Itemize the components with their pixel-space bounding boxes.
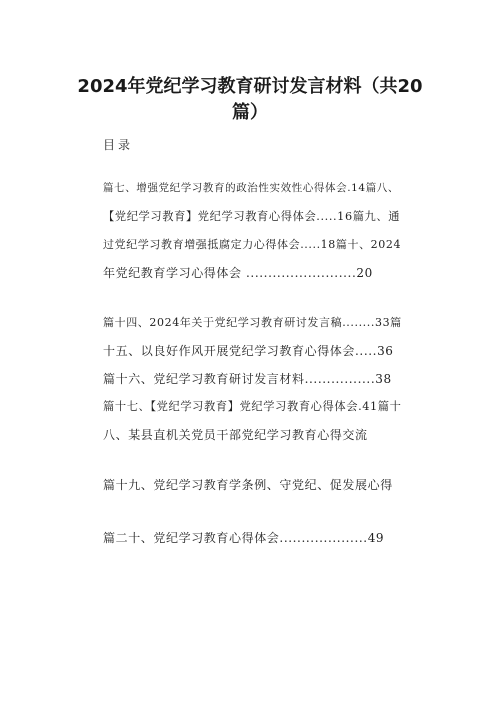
toc-line: 【党纪学习教育】党纪学习教育心得体会.....16篇九、通 [103, 210, 401, 223]
toc-line: 篇十六、党纪学习教育研讨发言材料................38 [103, 372, 392, 386]
toc-line: 篇十四、2024年关于党纪学习教育研讨发言稿........33篇 [103, 316, 402, 329]
toc-heading: 目录 [103, 138, 134, 152]
toc-line: 篇七、增强党纪学习教育的政治性实效性心得体会.14篇八、 [103, 182, 399, 194]
document-title-line-2: 篇） [232, 102, 268, 123]
toc-line: 年党纪教育学习心得体会 .........................20 [103, 266, 373, 280]
document-title-line-1: 2024年党纪学习教育研讨发言材料（共20 [77, 76, 423, 97]
toc-line: 过党纪学习教育增强抵腐定力心得体会.....18篇十、2024 [103, 238, 402, 251]
toc-line: 十五、以良好作风开展党纪学习教育心得体会.....36 [103, 344, 394, 358]
toc-line: 篇二十、党纪学习教育心得体会....................49 [103, 531, 385, 545]
toc-line: 篇十九、党纪学习教育学条例、守党纪、促发展心得 [103, 478, 393, 492]
toc-line: 篇十七、【党纪学习教育】党纪学习教育心得体会.41篇十 [103, 400, 402, 413]
toc-line: 八、某县直机关党员干部党纪学习教育心得交流 [103, 428, 368, 442]
